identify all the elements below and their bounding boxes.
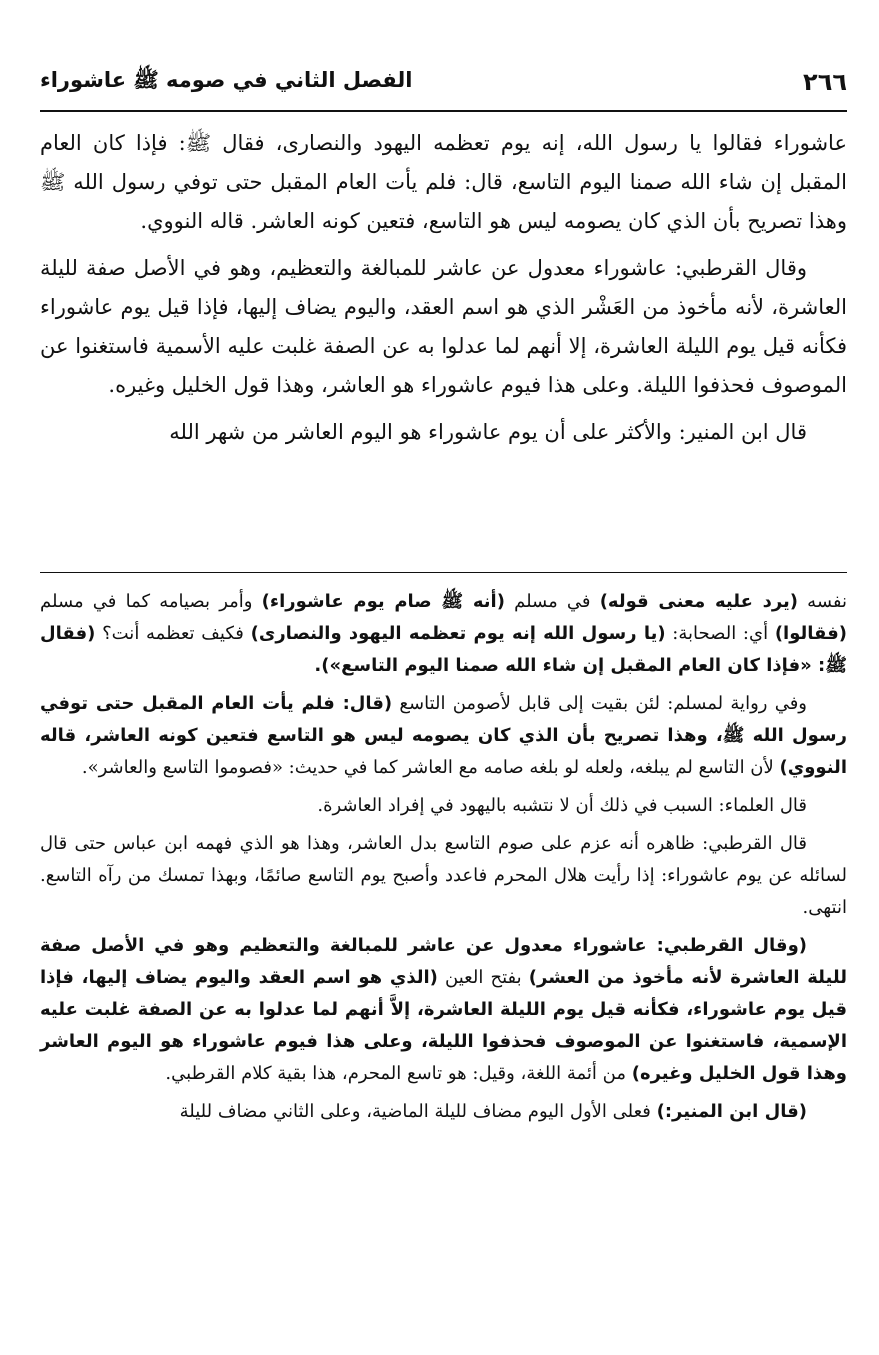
main-paragraph-text: وقال القرطبي: عاشوراء معدول عن عاشر للمبالغة والتعظيم، وهو في الأصل صفة لليلة العاشرة، لأنه مأخوذ من العَشْر الذي هو اسم العقد، واليوم يضاف إليها، فإذا قيل يوم عاشوراء فكأنه قيل يوم الليلة العاشرة، إلا أنهم لما عدلوا به عن الصفة غلبت عليه الأسمية فاستغنوا عن الموصوف فحذفوا الليلة. وعلى هذا فيوم عاشوراء هو العاشر، وهذا قول الخليل وغيره. [40, 256, 847, 397]
quoted-text: (يا رسول الله إنه يوم تعظمه اليهود والنصارى) [250, 623, 666, 644]
commentary-text: وأمر بصيامه كما في مسلم [40, 591, 262, 612]
commentary-text: فعلى الأول اليوم مضاف لليلة الماضية، وعلى الثاني مضاف لليلة [179, 1101, 657, 1122]
commentary-paragraph [40, 790, 847, 822]
commentary-paragraph [40, 586, 847, 682]
quoted-text: (وقال القرطبي: عاشوراء معدول عن عاشر للمبالغة والتعظيم وهو في الأصل صفة لليلة العاشرة لأنه مأخوذ من العشر) [40, 935, 847, 988]
quoted-text: (يرد عليه معنى قوله) [599, 591, 798, 612]
page-number: ٢٦٦ [803, 68, 847, 96]
header-rule [40, 110, 847, 112]
commentary-text [40, 586, 847, 1128]
chapter-title: الفصل الثاني في صومه ﷺ عاشوراء [40, 67, 413, 92]
commentary-text: في مسلم [504, 591, 600, 612]
commentary-text: فكيف تعظمه أنت؟ [95, 623, 251, 644]
commentary-text: قال القرطبي: ظاهره أنه عزم على صوم التاسع بدل العاشر، وهذا هو الذي فهمه ابن عباس حتى قال لسائله عن يوم عاشوراء: إذا رأيت هلال المحرم فاعدد وأصبح يوم التاسع صائمًا، وبهذا تمسك من رآه التاسع. انتهى. [40, 833, 847, 918]
commentary-text: قال العلماء: السبب في ذلك أن لا نتشبه باليهود في إفراد العاشرة. [317, 795, 807, 816]
commentary-text: نفسه [798, 591, 847, 612]
quoted-text: (قال: فلم يأت العام المقبل حتى توفي رسول الله ﷺ، وهذا تصريح بأن الذي كان يصومه ليس هو التاسع فتعين كونه العاشر، قاله النووي) [40, 693, 847, 778]
commentary-text: وفي رواية لمسلم: لئن بقيت إلى قابل لأصومن التاسع [392, 693, 807, 714]
quoted-text: (فقالوا) [774, 623, 847, 644]
commentary-text: أي: الصحابة: [665, 623, 775, 644]
commentary-paragraph [40, 688, 847, 784]
main-paragraph-text: قال ابن المنير: والأكثر على أن يوم عاشوراء هو اليوم العاشر من شهر الله [169, 420, 807, 444]
quoted-text: (قال ابن المنير:) [656, 1101, 807, 1122]
commentary-text: لأن التاسع لم يبلغه، ولعله لو بلغه صامه مع العاشر كما في حديث: «فصوموا التاسع والعاشر». [81, 757, 780, 778]
main-paragraph [40, 413, 847, 452]
quoted-text: (فقال ﷺ: «فإذا كان العام المقبل إن شاء الله صمنا اليوم التاسع»). [40, 623, 847, 676]
commentary-paragraph [40, 828, 847, 924]
quoted-text: (أنه ﷺ صام يوم عاشوراء) [261, 591, 505, 612]
main-paragraph: عاشوراء فقالوا يا رسول الله، إنه يوم تعظمه اليهود والنصارى، فقال ﷺ: فإذا كان العام المقبل إن شاء الله صمنا اليوم التاسع، قال: فلم يأت العام المقبل حتى توفي رسول الله ﷺ وهذا تصريح بأن الذي كان يصومه ليس هو التاسع، فتعين كونه العاشر. قاله النووي. [40, 131, 847, 233]
commentary-text: من أئمة اللغة، وقيل: هو تاسع المحرم، هذا بقية كلام القرطبي. [165, 1063, 632, 1084]
main-paragraph [40, 249, 847, 405]
running-header [40, 60, 847, 104]
book-page [40, 0, 847, 1355]
separator-rule [40, 572, 847, 573]
commentary-paragraph [40, 1096, 847, 1128]
commentary-paragraph [40, 930, 847, 1090]
main-text [40, 124, 847, 452]
commentary-text: بفتح العين [437, 967, 529, 988]
quoted-text: (الذي هو اسم العقد واليوم يضاف إليها، فإذا قيل يوم عاشوراء، فكأنه قيل يوم الليلة العاشرة، إلاَّ أنهم لما عدلوا به عن الصفة غلبت عليه الإسمية، فاستغنوا عن الموصوف فحذفوا الليلة، وعلى هذا فيوم عاشوراء هو اليوم العاشر وهذا قول الخليل وغيره) [40, 967, 847, 1084]
